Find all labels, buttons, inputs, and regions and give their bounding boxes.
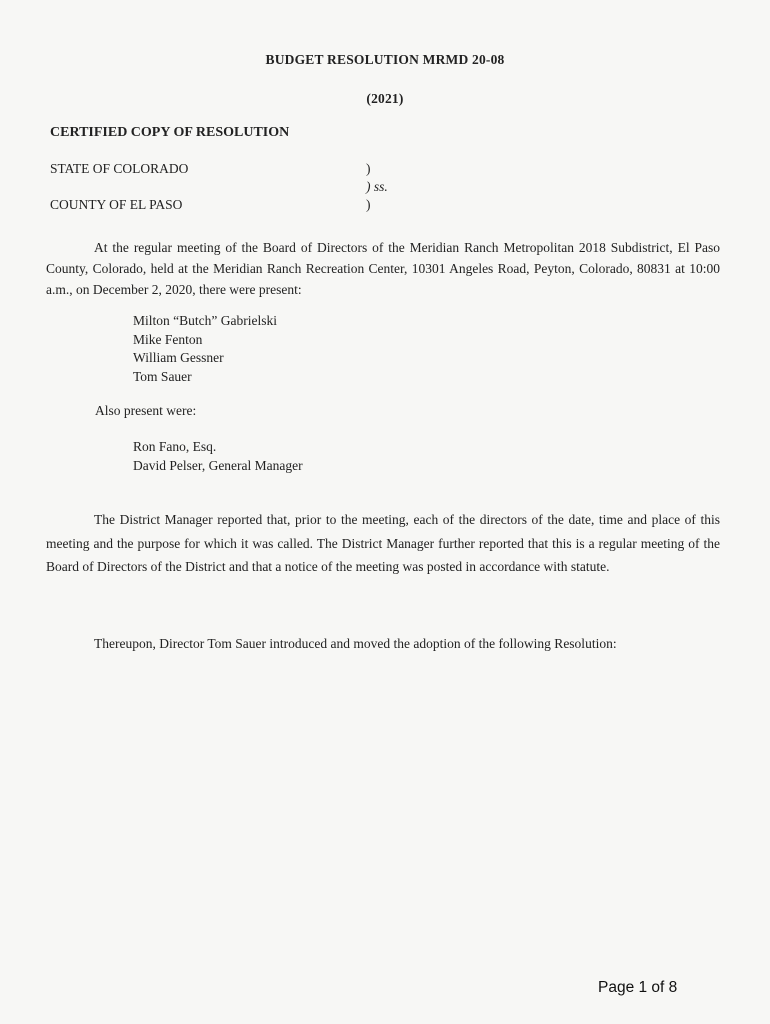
also-present-list: [133, 438, 303, 475]
list-item: Milton “Butch” Gabrielski: [133, 313, 277, 328]
directors-present-list: [133, 312, 277, 386]
list-item: Tom Sauer: [133, 368, 192, 384]
venue-state: STATE OF COLORADO: [50, 161, 189, 176]
also-present-label: Also present were:: [95, 403, 197, 418]
list-item: William Gessner: [133, 350, 224, 365]
venue-county: COUNTY OF EL PASO: [50, 197, 183, 212]
resolution-year: (2021): [366, 91, 404, 106]
list-item: Mike Fenton: [133, 331, 203, 347]
venue-paren-bottom: ): [366, 197, 371, 212]
list-item: Ron Fano, Esq.: [133, 439, 217, 454]
resolution-title: BUDGET RESOLUTION MRMD 20-08: [265, 52, 505, 67]
meeting-paragraph: At the regular meeting of the Board of Directors of the Meridian Ranch Metropolitan 2018 Subdistrict, El Paso County, Colorado, held at the Meridian Ranch Recreation Center, 10301 Angeles Road, Peyton, Colorado, 80831 at 10:00 a.m., on December 2, 2020, there were present:: [46, 240, 720, 297]
certified-copy-heading: CERTIFIED COPY OF RESOLUTION: [50, 125, 290, 140]
venue-ss: ) ss.: [366, 179, 388, 194]
list-item: David Pelser, General Manager: [133, 457, 303, 473]
page-number: Page 1 of 8: [598, 979, 678, 996]
motion-paragraph: Thereupon, Director Tom Sauer introduced and moved the adoption of the following Resolution:: [94, 636, 617, 651]
venue-paren-top: ): [366, 161, 371, 176]
manager-report-paragraph: The District Manager reported that, prior to the meeting, each of the directors of the date, time and place of this meeting and the purpose for which it was called. The District Manager further reported that this is a regular meeting of the Board of Directors of the District and that a notice of the meeting was posted in accordance with statute.: [46, 512, 720, 574]
